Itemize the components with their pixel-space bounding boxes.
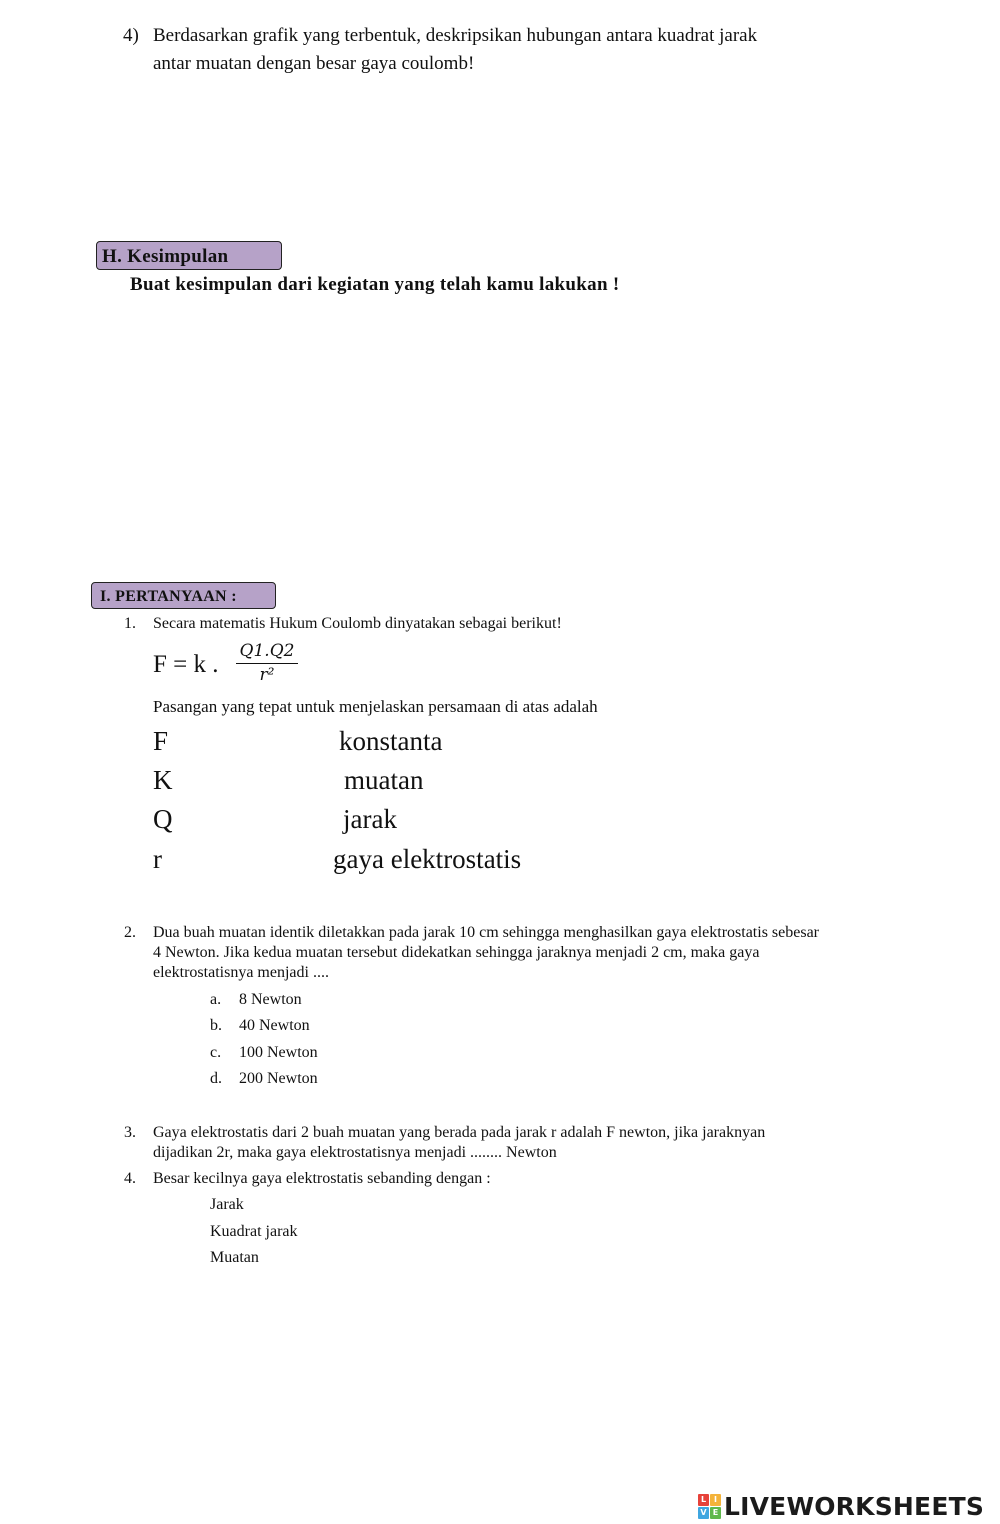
- q4-option-kuadrat-jarak[interactable]: Kuadrat jarak: [210, 1223, 298, 1240]
- liveworksheets-logo[interactable]: [698, 1491, 984, 1521]
- section-i-heading: [91, 582, 276, 609]
- q1-prompt: Pasangan yang tepat untuk menjelaskan persamaan di atas adalah: [153, 697, 598, 716]
- match-left-q[interactable]: Q: [153, 804, 173, 834]
- q4-text: Besar kecilnya gaya elektrostatis sebanding dengan :: [153, 1170, 491, 1187]
- q2-text-line3: elektrostatisnya menjadi ....: [153, 964, 329, 981]
- question-4-number: 4): [123, 25, 139, 46]
- q2-option-a[interactable]: 8 Newton: [239, 991, 302, 1008]
- section-h-title: H. Kesimpulan: [102, 246, 229, 267]
- q2-option-b[interactable]: 40 Newton: [239, 1017, 310, 1034]
- q2-option-b-letter: b.: [210, 1017, 222, 1034]
- formula-denominator: r²: [259, 665, 275, 685]
- question-4-text-line2: antar muatan dengan besar gaya coulomb!: [153, 53, 475, 74]
- liveworksheets-logo-icon: L I V E: [698, 1494, 721, 1519]
- q2-number: 2.: [124, 924, 136, 941]
- q2-text-line2: 4 Newton. Jika kedua muatan tersebut didekatkan sehingga jaraknya menjadi 2 cm, maka gaya: [153, 944, 760, 961]
- q4-option-muatan[interactable]: Muatan: [210, 1249, 259, 1266]
- formula-fraction: [236, 641, 298, 685]
- match-right-gaya-elektrostatis[interactable]: gaya elektrostatis: [333, 844, 522, 874]
- q2-option-a-letter: a.: [210, 991, 222, 1008]
- q2-option-d-letter: d.: [210, 1070, 222, 1087]
- q2-option-c[interactable]: 100 Newton: [239, 1044, 318, 1061]
- q3-number: 3.: [124, 1124, 136, 1141]
- q2-text-line1: Dua buah muatan identik diletakkan pada jarak 10 cm sehingga menghasilkan gaya elektrostatis sebesar: [153, 924, 819, 941]
- q3-text-line1: Gaya elektrostatis dari 2 buah muatan yang berada pada jarak r adalah F newton, jika jaraknyan: [153, 1124, 766, 1141]
- formula-prefix: F = k .: [153, 651, 219, 678]
- section-h-instruction: Buat kesimpulan dari kegiatan yang telah kamu lakukan !: [130, 274, 620, 295]
- q4-number: 4.: [124, 1170, 136, 1187]
- q3-text-line2: dijadikan 2r, maka gaya elektrostatisnya menjadi ........ Newton: [153, 1144, 557, 1161]
- match-left-f[interactable]: F: [153, 726, 169, 756]
- section-i-title: I. PERTANYAAN :: [100, 588, 237, 605]
- q2-option-d[interactable]: 200 Newton: [239, 1070, 318, 1087]
- q1-text: Secara matematis Hukum Coulomb dinyatakan sebagai berikut!: [153, 615, 562, 632]
- section-h-heading: [96, 241, 282, 270]
- formula-numerator: Q1.Q2: [239, 641, 295, 661]
- q2-option-c-letter: c.: [210, 1044, 222, 1061]
- q1-number: 1.: [124, 615, 136, 632]
- match-left-r[interactable]: r: [153, 844, 162, 874]
- q4-option-jarak[interactable]: Jarak: [210, 1196, 244, 1213]
- match-right-konstanta[interactable]: konstanta: [339, 726, 443, 756]
- match-right-jarak[interactable]: jarak: [343, 804, 397, 834]
- liveworksheets-logo-text: LIVEWORKSHEETS: [724, 1491, 985, 1521]
- question-4-text-line1: Berdasarkan grafik yang terbentuk, deskripsikan hubungan antara kuadrat jarak: [153, 25, 758, 46]
- match-left-k[interactable]: K: [153, 765, 173, 795]
- match-right-muatan[interactable]: muatan: [344, 765, 424, 795]
